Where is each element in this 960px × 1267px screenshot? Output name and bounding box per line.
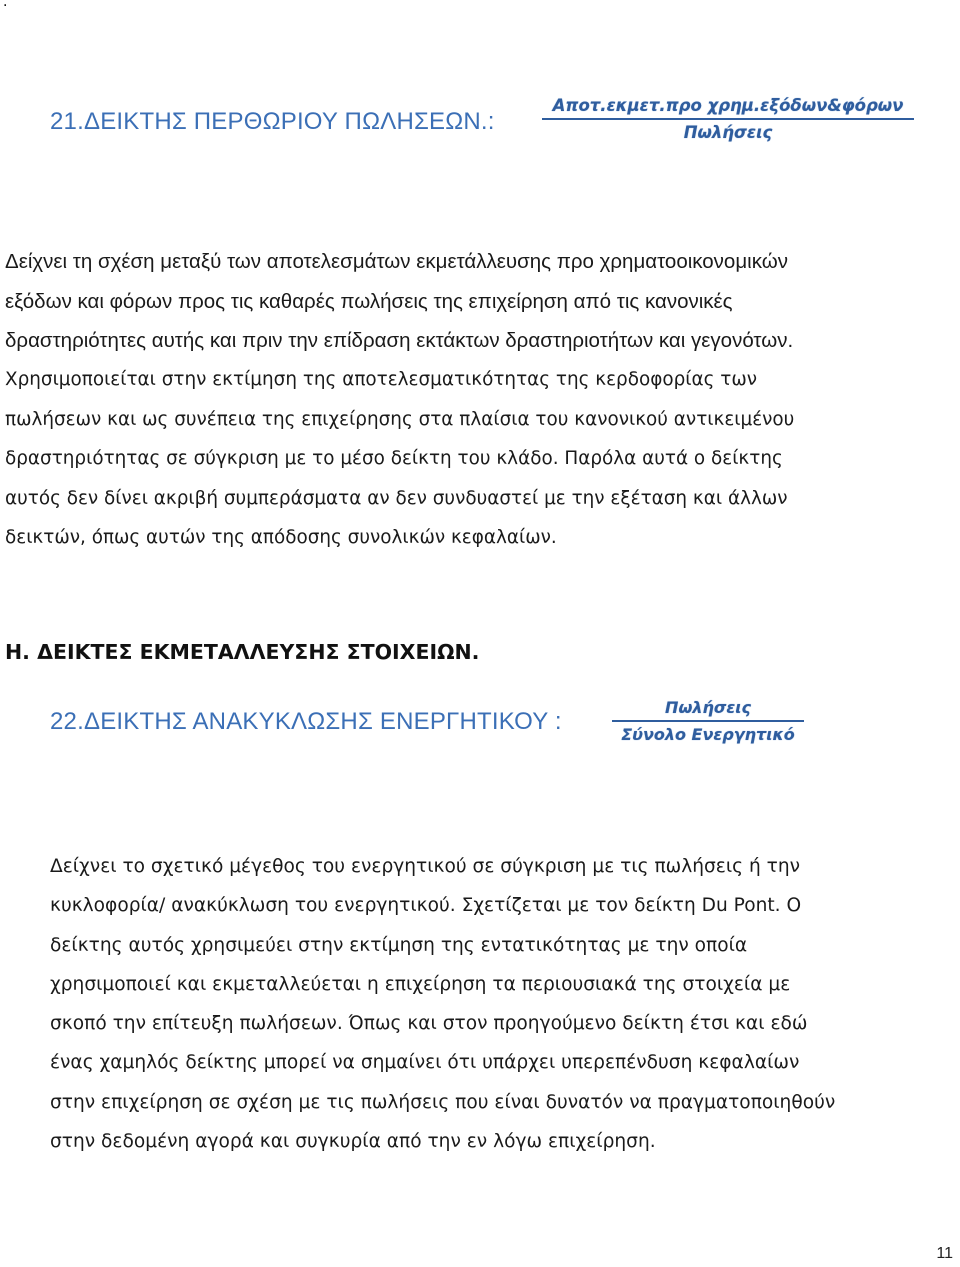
asset-turnover-formula [612,698,804,744]
text-line: αυτός δεν δίνει ακριβή συμπεράσματα αν δεν συνδυαστεί με την εξέταση και άλλων [5,487,788,509]
text-line: δείκτης αυτός χρησιμεύει στην εκτίμηση της εντατικότητας με την οποία [50,934,748,956]
formula-numerator: Πωλήσεις [665,698,751,717]
text-line: χρησιμοποιεί και εκμεταλλεύεται η επιχείρηση τα περιουσιακά της στοιχεία με [50,973,791,995]
text-line: δραστηριότητας σε σύγκριση με το μέσο δείκτη του κλάδο. Παρόλα αυτά ο δείκτης [5,448,783,469]
text-line: εξόδων και φόρων προς τις καθαρές πωλήσεις της επιχείρηση από τις κανονικές [5,289,733,313]
text-line: στην επιχείρηση σε σχέση με τις πωλήσεις που είναι δυνατόν να πραγματοποιηθούν [50,1091,836,1113]
text-line: Χρησιμοποιείται στην εκτίμηση της αποτελεσματικότητας της κερδοφορίας των [5,369,758,390]
page-number: 11 [936,1245,953,1262]
section-22-title: 22.ΔΕΙΚΤΗΣ ΑΝΑΚΥΚΛΩΣΗΣ ΕΝΕΡΓΗΤΙΚΟΥ : [50,708,562,735]
paragraph-2 [5,360,957,558]
text-line: σκοπό την επίτευξη πωλήσεων. Όπως και στον προηγούμενο δείκτη έτσι και εδώ [50,1013,808,1035]
formula-denominator: Πωλήσεις [683,123,773,142]
text-line: δραστηριότητες αυτής και πριν την επίδραση εκτάκτων δραστηριοτήτων και γεγονότων. [5,329,794,353]
text-line: κυκλοφορία/ ανακύκλωση του ενεργητικού. Σχετίζεται με τον δείκτη Du Pont. Ο [50,895,802,917]
text-line: στην δεδομένη αγορά και συγκυρία από την εν λόγω επιχείρηση. [50,1131,656,1153]
text-line: ένας χαμηλός δείκτης μπορεί να σημαίνει ότι υπάρχει υπερεπένδυση κεφαλαίων [50,1052,800,1074]
formula-numerator: Αποτ.εκμετ.προ χρημ.εξόδων&φόρων [552,96,904,115]
text-line: δεικτών, όπως αυτών της απόδοσης συνολικών κεφαλαίων. [5,527,557,548]
section-21-title: 21.ΔΕΙΚΤΗΣ ΠΕΡΘΩΡΙΟΥ ΠΩΛΗΣΕΩΝ.: [50,108,495,135]
text-line: Δείχνει το σχετικό μέγεθος του ενεργητικού σε σύγκριση με τις πωλήσεις ή την [50,856,801,877]
text-line: Δείχνει τη σχέση μεταξύ των αποτελεσμάτων εκμετάλλευσης προ χρηματοοικονομικών [5,250,788,273]
text-line: πωλήσεων και ως συνέπεια της επιχείρησης στα πλαίσια του κανονικού αντικειμένου [5,408,795,430]
corner-mark: . [3,0,8,10]
profit-margin-formula [542,96,914,142]
formula-denominator: Σύνολο Ενεργητικό [621,725,795,744]
paragraph-3 [50,847,955,1161]
section-h-heading: Η. ΔΕΙΚΤΕΣ ΕΚΜΕΤΑΛΛΕΥΣΗΣ ΣΤΟΙΧΕΙΩΝ. [5,640,480,664]
paragraph-1 [5,242,957,361]
